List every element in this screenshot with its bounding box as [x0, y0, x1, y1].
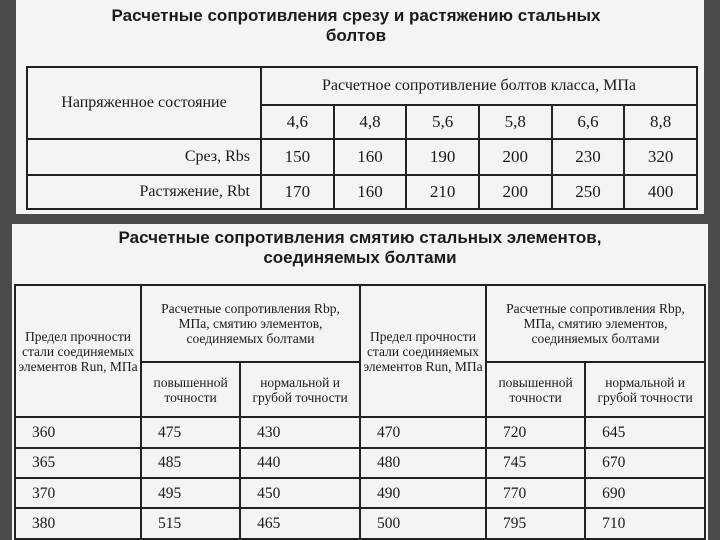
value-cell: 370 — [15, 478, 141, 508]
value-cell: 160 — [334, 175, 407, 209]
value-cell: 465 — [240, 508, 360, 539]
value-cell: 360 — [15, 417, 141, 447]
class-cell: 5,8 — [479, 105, 552, 139]
value-cell: 430 — [240, 417, 360, 447]
value-cell: 710 — [585, 508, 705, 539]
value-cell: 745 — [486, 448, 585, 478]
value-cell: 250 — [552, 175, 625, 209]
row-label-shear: Срез, Rbs — [27, 139, 261, 175]
value-cell: 210 — [406, 175, 479, 209]
value-cell: 470 — [360, 417, 486, 447]
value-cell: 690 — [585, 478, 705, 508]
subheader-normal-right: нормальной и грубой точности — [585, 362, 705, 417]
header-state: Напряженное состояние — [27, 67, 261, 139]
header-group-right: Расчетные сопротивления Rbp, МПа, смятию элементов, соединяемых болтами — [486, 285, 705, 362]
value-cell: 440 — [240, 448, 360, 478]
value-cell: 645 — [585, 417, 705, 447]
value-cell: 795 — [486, 508, 585, 539]
title-line-2: соединяемых болтами — [263, 248, 457, 267]
title-line-1: Расчетные сопротивления смятию стальных элементов, — [118, 228, 602, 247]
subheader-normal-left: нормальной и грубой точности — [240, 362, 360, 417]
value-cell: 475 — [141, 417, 240, 447]
header-group-left: Расчетные сопротивления Rbp, МПа, смятию элементов, соединяемых болтами — [141, 285, 360, 362]
table-row — [15, 448, 705, 478]
value-cell: 495 — [141, 478, 240, 508]
value-cell: 450 — [240, 478, 360, 508]
value-cell: 380 — [15, 508, 141, 539]
shear-tension-title — [36, 6, 676, 46]
subheader-high-right: повышенной точности — [486, 362, 585, 417]
value-cell: 160 — [334, 139, 407, 175]
class-cell: 8,8 — [624, 105, 697, 139]
header-strength-right: Предел прочности стали соединяемых элементов Run, МПа — [360, 285, 486, 417]
shear-tension-table — [26, 66, 698, 210]
value-cell: 480 — [360, 448, 486, 478]
class-cell: 4,6 — [261, 105, 334, 139]
value-cell: 320 — [624, 139, 697, 175]
value-cell: 365 — [15, 448, 141, 478]
value-cell: 770 — [486, 478, 585, 508]
value-cell: 200 — [479, 139, 552, 175]
value-cell: 230 — [552, 139, 625, 175]
header-strength-left: Предел прочности стали соединяемых элементов Run, МПа — [15, 285, 141, 417]
bearing-table — [14, 284, 706, 540]
bearing-title — [12, 228, 708, 268]
shear-tension-sheet — [16, 0, 704, 214]
value-cell: 150 — [261, 139, 334, 175]
class-cell: 4,8 — [334, 105, 407, 139]
table-row — [15, 417, 705, 447]
table-row — [15, 508, 705, 539]
value-cell: 670 — [585, 448, 705, 478]
table-row — [27, 175, 697, 209]
value-cell: 720 — [486, 417, 585, 447]
class-cell: 6,6 — [552, 105, 625, 139]
table-row — [15, 478, 705, 508]
value-cell: 170 — [261, 175, 334, 209]
value-cell: 500 — [360, 508, 486, 539]
value-cell: 490 — [360, 478, 486, 508]
value-cell: 200 — [479, 175, 552, 209]
subheader-high-left: повышенной точности — [141, 362, 240, 417]
bearing-sheet — [12, 224, 708, 540]
title-line-1: Расчетные сопротивления срезу и растяжению стальных — [111, 6, 601, 25]
table-row — [27, 139, 697, 175]
value-cell: 515 — [141, 508, 240, 539]
row-label-tension: Растяжение, Rbt — [27, 175, 261, 209]
value-cell: 485 — [141, 448, 240, 478]
header-bolt-class-group: Расчетное сопротивление болтов класса, МПа — [261, 67, 697, 105]
class-cell: 5,6 — [406, 105, 479, 139]
title-line-2: болтов — [325, 26, 387, 45]
value-cell: 400 — [624, 175, 697, 209]
value-cell: 190 — [406, 139, 479, 175]
